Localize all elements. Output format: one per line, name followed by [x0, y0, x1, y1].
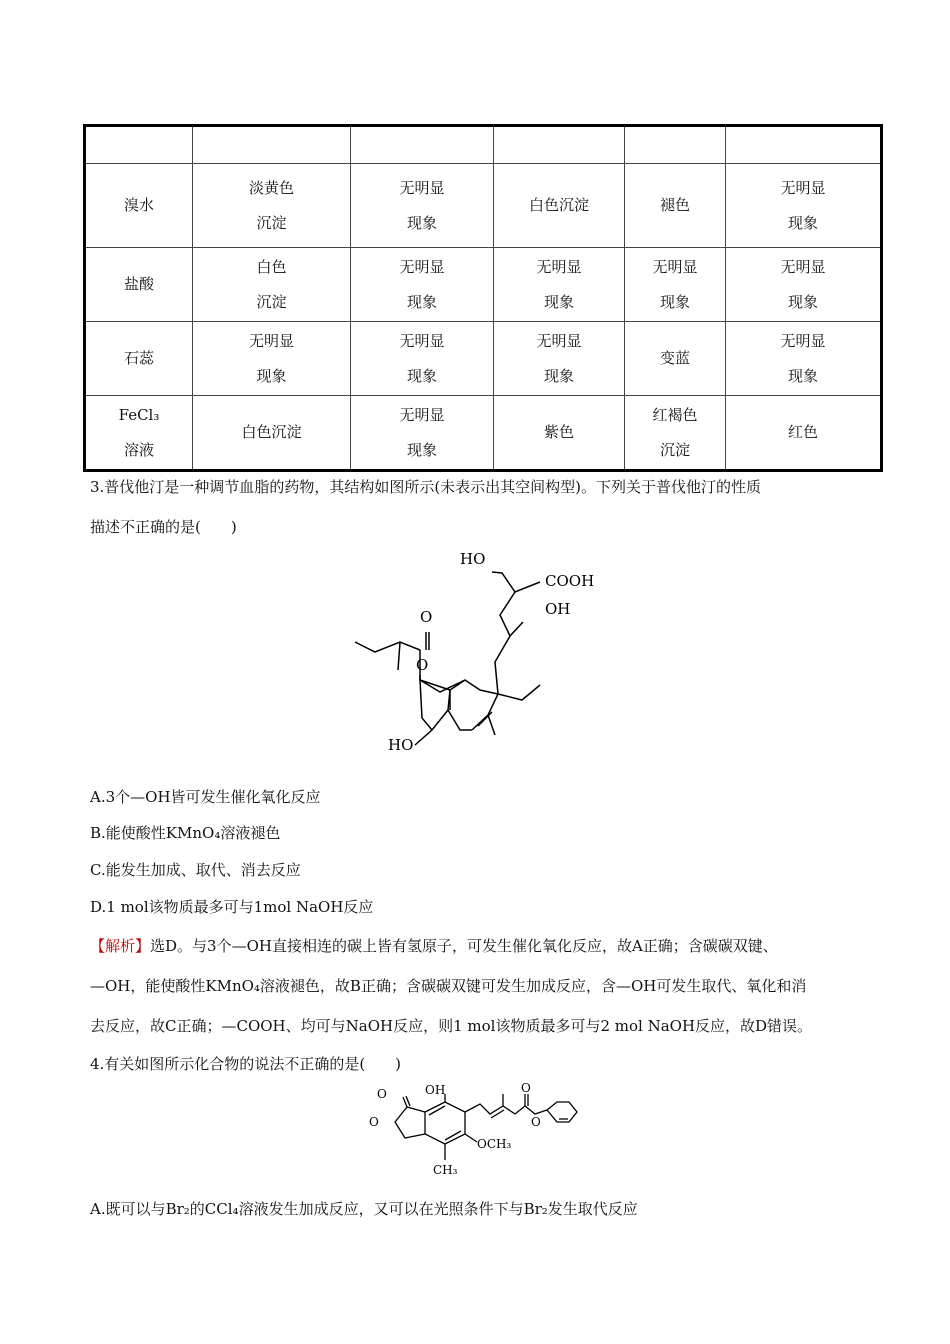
- cooh-label: COOH: [545, 572, 595, 590]
- q3-stem-line1: 3.普伐他汀是一种调节血脂的药物，其结构如图所示(未表示出其空间构型)。下列关于普伐他汀的性质: [90, 478, 762, 496]
- och3-label: OCH₃: [477, 1137, 512, 1151]
- q3-stem-line2: 描述不正确的是( ): [90, 518, 237, 536]
- q3-option-d: D.1 mol该物质最多可与1mol NaOH反应: [90, 898, 374, 916]
- table-cell: 红褐色 沉淀: [625, 396, 726, 471]
- reagent-name: 盐酸: [85, 248, 193, 322]
- oh-label: OH: [545, 600, 571, 618]
- ring-o-label: O: [369, 1115, 379, 1129]
- header-cell: [625, 126, 726, 164]
- pravastatin-structure: [340, 540, 620, 765]
- ester-o-label: O: [531, 1115, 541, 1129]
- carbonyl-o-label: O: [420, 608, 433, 626]
- analysis-tag: 【解析】: [90, 937, 151, 955]
- table-cell: 白色沉淀: [494, 164, 625, 248]
- table-cell: 白色沉淀: [193, 396, 351, 471]
- table-row: [85, 322, 882, 396]
- q3-option-b: B.能使酸性KMnO₄溶液褪色: [90, 824, 281, 842]
- ester-carbonyl-o-label: O: [521, 1082, 531, 1095]
- q3-option-c: C.能发生加成、取代、消去反应: [90, 861, 301, 879]
- reagent-name: 石蕊: [85, 322, 193, 396]
- table-cell: 红色: [726, 396, 882, 471]
- header-cell: [351, 126, 494, 164]
- reagent-name: 溴水: [85, 164, 193, 248]
- table-cell: 无明显 现象: [494, 248, 625, 322]
- q4-compound-structure: [365, 1082, 585, 1190]
- header-cell: [193, 126, 351, 164]
- table-header-row: [85, 126, 882, 164]
- table-cell: 无明显 现象: [351, 164, 494, 248]
- table-cell: 淡黄色 沉淀: [193, 164, 351, 248]
- q4-option-a: A.既可以与Br₂的CCl₄溶液发生加成反应，又可以在光照条件下与Br₂发生取代反应: [90, 1200, 638, 1218]
- table-cell: 变蓝: [625, 322, 726, 396]
- table-cell: 无明显 现象: [726, 322, 882, 396]
- table-row: [85, 248, 882, 322]
- table-cell: 无明显 现象: [625, 248, 726, 322]
- carbonyl-o-label: O: [377, 1087, 387, 1101]
- table-cell: 紫色: [494, 396, 625, 471]
- reagent-table: [83, 124, 883, 472]
- table-cell: 无明显 现象: [494, 322, 625, 396]
- table-cell: 无明显 现象: [726, 164, 882, 248]
- oh-label: OH: [425, 1083, 446, 1097]
- table-cell: 无明显 现象: [351, 322, 494, 396]
- ester-o-label: O: [416, 656, 429, 674]
- ho-label: HO: [460, 550, 486, 568]
- table-cell: 无明显 现象: [193, 322, 351, 396]
- header-cell: [726, 126, 882, 164]
- q3-analysis-line2: —OH，能使酸性KMnO₄溶液褪色，故B正确；含碳碳双键可发生加成反应，含—OH可发生取代、氧化和消: [90, 977, 807, 995]
- table-cell: 无明显 现象: [351, 248, 494, 322]
- table-cell: 褪色: [625, 164, 726, 248]
- table-cell: 白色 沉淀: [193, 248, 351, 322]
- ch3-label: CH₃: [433, 1163, 458, 1177]
- q3-analysis-line3: 去反应，故C正确；—COOH、均可与NaOH反应，则1 mol该物质最多可与2 mol NaOH反应，故D错误。: [90, 1017, 813, 1035]
- q4-stem: 4.有关如图所示化合物的说法不正确的是( ): [90, 1055, 402, 1073]
- table-cell: 无明显 现象: [351, 396, 494, 471]
- table-cell: 无明显 现象: [726, 248, 882, 322]
- reagent-name: FeCl₃ 溶液: [85, 396, 193, 471]
- header-cell: [85, 126, 193, 164]
- table-row: [85, 164, 882, 248]
- table-row: [85, 396, 882, 471]
- header-cell: [494, 126, 625, 164]
- q3-analysis-line1: 【解析】选D。与3个—OH直接相连的碳上皆有氢原子，可发生催化氧化反应，故A正确；含碳碳双键、: [90, 937, 778, 955]
- q3-option-a: A.3个—OH皆可发生催化氧化反应: [90, 788, 321, 806]
- ho-bottom-label: HO: [388, 736, 414, 754]
